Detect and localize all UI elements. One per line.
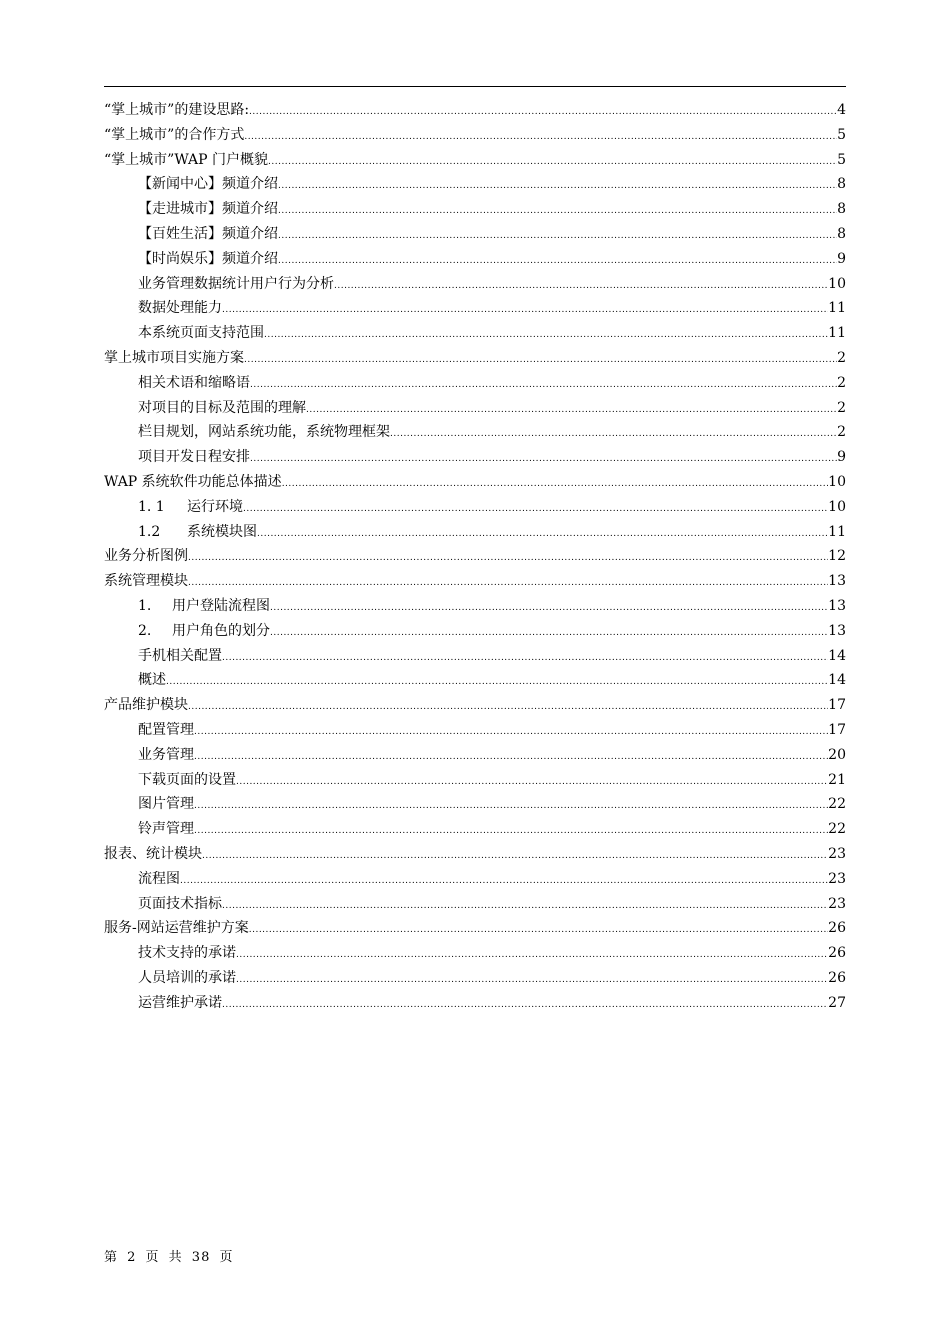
toc-entry-page: 13 [828,573,846,590]
toc-entry-text: 流程图 [138,870,180,887]
toc-entry-text: 数据处理能力 [138,300,222,317]
toc-entry[interactable] [104,867,846,892]
toc-entry-text: 对项目的目标及范围的理解 [138,399,306,416]
toc-entry[interactable] [104,842,846,867]
toc-entry-text: 系统模块图 [187,523,257,540]
toc-dot-leader [188,571,828,596]
toc-entry[interactable] [104,768,846,793]
toc-entry[interactable] [104,495,846,520]
toc-entry-number: 1. 1 [138,498,165,515]
toc-entry[interactable] [104,644,846,669]
page-footer: 第 2 页 共 38 页 [104,1250,234,1265]
toc-dot-leader [244,348,837,373]
toc-entry-page: 23 [828,870,846,887]
toc-entry-page: 22 [828,821,846,838]
toc-entry[interactable] [104,247,846,272]
toc-entry-page: 22 [828,796,846,813]
toc-entry-page: 13 [828,597,846,614]
toc-entry-text: 人员培训的承诺 [138,969,236,986]
toc-dot-leader [250,373,837,398]
toc-entry-title [104,544,188,569]
toc-entry-text: “掌上城市”WAP 门户概貌 [104,151,268,168]
toc-entry-text: “掌上城市”的合作方式 [104,126,245,143]
toc-entry[interactable] [104,991,846,1016]
toc-entry[interactable] [104,520,846,545]
toc-entry-title [138,966,236,991]
toc-dot-leader [257,522,828,547]
toc-entry-title [104,123,244,148]
toc-dot-leader [166,670,828,695]
toc-dot-leader [390,422,837,447]
toc-dot-leader [282,472,828,497]
toc-entry-page: 26 [828,920,846,937]
toc-entry-title [138,272,334,297]
toc-dot-leader [250,447,837,472]
toc-entry-title [138,445,250,470]
toc-dot-leader [264,323,828,348]
toc-entry-title [104,470,282,495]
header-rule [104,86,846,87]
toc-entry-text: 运营维护承诺 [138,994,222,1011]
toc-entry-text: 【走进城市】频道介绍 [138,201,278,218]
toc-dot-leader [188,546,828,571]
toc-entry-page: 5 [837,151,846,168]
toc-entry-text: WAP 系统软件功能总体描述 [104,473,282,490]
toc-entry-page: 8 [837,176,846,193]
toc-entry-page: 2 [837,349,846,366]
toc-dot-leader [243,497,828,522]
toc-entry-page: 17 [828,697,846,714]
toc-dot-leader [244,125,837,150]
toc-entry-title [138,867,180,892]
toc-dot-leader [278,249,837,274]
toc-entry-page: 12 [828,548,846,565]
toc-entry-text: 业务管理 [138,746,194,763]
toc-entry-title [138,991,222,1016]
toc-entry[interactable] [104,148,846,173]
toc-entry[interactable] [104,817,846,842]
toc-dot-leader [270,596,828,621]
toc-entry-page: 21 [828,771,846,788]
toc-entry-title [138,495,243,520]
toc-entry-title [138,222,278,247]
toc-entry-text: 下载页面的设置 [138,771,236,788]
toc-entry[interactable] [104,371,846,396]
toc-entry-text: 项目开发日程安排 [138,449,250,466]
toc-entry[interactable] [104,892,846,917]
toc-entry-title [104,842,202,867]
toc-entry-page: 17 [828,721,846,738]
toc-entry-title [138,420,390,445]
toc-entry-title [138,321,264,346]
toc-entry-page: 4 [837,102,846,118]
toc-entry-title [138,941,236,966]
toc-entry[interactable] [104,941,846,966]
toc-entry-text: 产品维护模块 [104,697,188,714]
toc-entry-page: 10 [828,473,846,490]
toc-entry-title [138,644,222,669]
toc-entry-text: 本系统页面支持范围 [138,325,264,342]
toc-entry-page: 5 [837,126,846,143]
toc-entry[interactable] [104,544,846,569]
toc-entry-text: “掌上城市”的建设思路: [104,102,250,118]
toc-entry[interactable] [104,123,846,148]
toc-entry-title [138,892,222,917]
toc-entry-page: 2 [837,424,846,441]
toc-entry-page: 9 [837,449,846,466]
toc-entry-page: 10 [828,275,846,292]
toc-dot-leader [222,646,828,671]
toc-entry-page: 2 [837,399,846,416]
toc-dot-leader [236,770,828,795]
toc-dot-leader [278,224,837,249]
toc-entry-title [138,197,278,222]
toc-entry-number: 1. [138,597,152,614]
toc-entry-text: 运行环境 [187,498,243,515]
toc-entry-text: 页面技术指标 [138,895,222,912]
toc-entry[interactable] [104,916,846,941]
toc-entry-title [138,817,194,842]
toc-entry-text: 铃声管理 [138,821,194,838]
toc-entry[interactable] [104,197,846,222]
toc-entry-page: 8 [837,201,846,218]
toc-dot-leader [334,274,828,299]
toc-entry-page: 14 [828,647,846,664]
toc-entry-text: 概述 [138,672,166,689]
toc-entry[interactable] [104,594,846,619]
toc-dot-leader [236,968,828,993]
toc-dot-leader [222,993,828,1018]
toc-entry[interactable] [104,172,846,197]
toc-dot-leader [222,894,828,919]
toc-entry-title [104,693,188,718]
toc-entry-page: 13 [828,622,846,639]
toc-entry-page: 9 [837,250,846,267]
toc-entry-text: 技术支持的承诺 [138,945,236,962]
toc-entry-text: 业务分析图例 [104,548,188,565]
toc-entry-page: 2 [837,374,846,391]
toc-entry-page: 11 [828,300,846,317]
toc-entry-title [138,520,257,545]
table-of-contents [104,98,846,1015]
toc-entry[interactable] [104,668,846,693]
toc-entry[interactable] [104,569,846,594]
toc-entry-text: 手机相关配置 [138,647,222,664]
toc-entry-title [104,148,268,173]
toc-entry[interactable] [104,470,846,495]
toc-entry-page: 11 [828,523,846,540]
toc-entry-page: 11 [828,325,846,342]
toc-entry-text: 【新闻中心】频道介绍 [138,176,278,193]
toc-entry-page: 10 [828,498,846,515]
toc-entry[interactable] [104,98,846,123]
toc-entry-title [104,916,249,941]
toc-dot-leader [180,869,828,894]
toc-entry-title [138,296,222,321]
toc-dot-leader [278,199,837,224]
toc-entry[interactable] [104,420,846,445]
toc-entry-text: 栏目规划，网站系统功能，系统物理框架 [138,424,390,441]
toc-entry-title [138,668,166,693]
toc-entry[interactable] [104,445,846,470]
toc-entry-title [138,792,194,817]
toc-dot-leader [194,745,828,770]
toc-entry-title [138,396,306,421]
toc-entry-title [104,98,249,123]
toc-entry-page: 23 [828,895,846,912]
toc-dot-leader [249,918,828,943]
toc-entry-text: 【时尚娱乐】频道介绍 [138,250,278,267]
toc-entry-title [138,371,250,396]
toc-entry-number: 1.2 [138,523,161,540]
toc-dot-leader [249,100,837,125]
toc-dot-leader [194,720,828,745]
toc-entry-title [138,594,270,619]
toc-entry-text: 系统管理模块 [104,573,188,590]
toc-dot-leader [202,844,828,869]
toc-entry[interactable] [104,346,846,371]
toc-dot-leader [236,943,828,968]
toc-dot-leader [270,621,828,646]
toc-entry[interactable] [104,743,846,768]
toc-entry-text: 报表、统计模块 [104,845,202,862]
toc-entry-page: 23 [828,845,846,862]
toc-entry-page: 27 [828,994,846,1011]
toc-entry-title [138,718,194,743]
toc-dot-leader [306,398,837,423]
toc-dot-leader [222,298,828,323]
toc-entry-title [138,619,270,644]
toc-entry[interactable] [104,222,846,247]
toc-entry-title [104,569,188,594]
toc-entry-title [138,768,236,793]
toc-entry[interactable] [104,718,846,743]
toc-entry-page: 26 [828,969,846,986]
toc-entry-page: 26 [828,945,846,962]
toc-dot-leader [194,819,828,844]
toc-entry[interactable] [104,966,846,991]
toc-entry[interactable] [104,792,846,817]
toc-entry-number: 2. [138,622,152,639]
toc-entry-page: 8 [837,225,846,242]
toc-dot-leader [278,174,837,199]
toc-entry-text: 用户登陆流程图 [172,597,270,614]
toc-entry[interactable] [104,619,846,644]
toc-entry[interactable] [104,693,846,718]
toc-dot-leader [194,794,828,819]
toc-entry-text: 服务-网站运营维护方案 [104,920,249,937]
toc-entry-text: 掌上城市项目实施方案 [104,349,244,366]
toc-entry-title [138,247,278,272]
toc-entry-title [138,743,194,768]
toc-entry-text: 图片管理 [138,796,194,813]
toc-entry-text: 相关术语和缩略语 [138,374,250,391]
toc-dot-leader [268,150,837,175]
toc-entry[interactable] [104,272,846,297]
toc-entry[interactable] [104,396,846,421]
toc-entry-page: 20 [828,746,846,763]
toc-entry[interactable] [104,296,846,321]
toc-entry[interactable] [104,321,846,346]
toc-dot-leader [188,695,828,720]
toc-entry-text: 业务管理数据统计用户行为分析 [138,275,334,292]
toc-entry-text: 配置管理 [138,721,194,738]
toc-entry-title [104,346,244,371]
toc-entry-text: 用户角色的划分 [172,622,270,639]
toc-entry-page: 14 [828,672,846,689]
toc-entry-text: 【百姓生活】频道介绍 [138,225,278,242]
toc-entry-title [138,172,278,197]
